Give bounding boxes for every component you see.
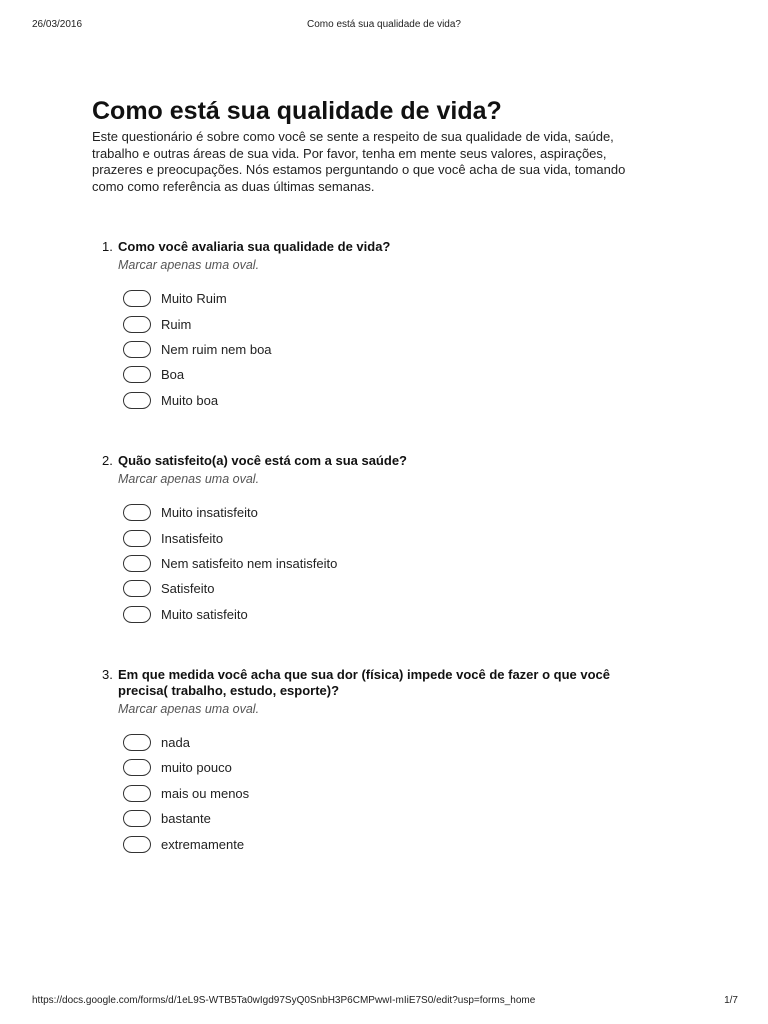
option-label: mais ou menos — [161, 785, 250, 801]
question-number: 1. — [102, 239, 113, 254]
print-url: https://docs.google.com/forms/d/1eL9S-WTB5Ta0wIgd97SyQ0SnbH3P6CMPwwI-mIiE7S0/edit?usp=forms_home — [32, 995, 536, 1006]
question-text: Como você avaliaria sua qualidade de vida? — [118, 239, 391, 254]
radio-option[interactable] — [123, 831, 652, 856]
print-page-title: Como está sua qualidade de vida? — [307, 19, 461, 30]
option-label: muito pouco — [161, 760, 232, 776]
form-body — [92, 95, 652, 857]
radio-option[interactable] — [123, 781, 652, 806]
question-number: 2. — [102, 452, 113, 468]
question-hint: Marcar apenas uma oval. — [118, 258, 260, 272]
oval-radio-icon[interactable] — [123, 341, 151, 358]
oval-radio-icon[interactable] — [123, 366, 151, 383]
oval-radio-icon[interactable] — [123, 504, 151, 521]
oval-radio-icon[interactable] — [123, 836, 151, 853]
oval-radio-icon[interactable] — [123, 316, 151, 333]
question-3 — [92, 667, 652, 857]
oval-radio-icon[interactable] — [123, 530, 151, 547]
page-number: 1/7 — [724, 995, 738, 1006]
oval-radio-icon[interactable] — [123, 606, 151, 623]
radio-option[interactable] — [123, 551, 652, 576]
option-list — [123, 500, 652, 627]
print-date: 26/03/2016 — [32, 19, 83, 30]
radio-option[interactable] — [123, 755, 652, 780]
radio-option[interactable] — [123, 576, 652, 601]
oval-radio-icon[interactable] — [123, 290, 151, 307]
question-1 — [92, 239, 652, 413]
option-label: Muito satisfeito — [161, 606, 248, 622]
option-label: Muito insatisfeito — [161, 505, 258, 521]
option-label: bastante — [161, 811, 211, 827]
question-text: Quão satisfeito(a) você está com a sua saúde? — [118, 452, 407, 468]
form-description: Este questionário é sobre como você se sente a respeito de sua qualidade de vida, saúde, trabalho e outras áreas de sua vida. Por favor, tenha em mente seus valores, aspirações, prazeres e preocupações. Nós estamos perguntando o que você acha de sua vida, tomando como como referência as duas últimas semanas. — [92, 129, 626, 194]
oval-radio-icon[interactable] — [123, 734, 151, 751]
option-label: extremamente — [161, 836, 245, 852]
oval-radio-icon[interactable] — [123, 580, 151, 597]
option-label: nada — [161, 735, 190, 751]
question-hint: Marcar apenas uma oval. — [118, 471, 260, 486]
radio-option[interactable] — [123, 806, 652, 831]
option-label: Boa — [161, 367, 185, 383]
question-hint: Marcar apenas uma oval. — [118, 701, 260, 716]
option-label: Muito Ruim — [161, 291, 227, 307]
radio-option[interactable] — [123, 311, 652, 336]
oval-radio-icon[interactable] — [123, 759, 151, 776]
radio-option[interactable] — [123, 362, 652, 387]
form-title: Como está sua qualidade de vida? — [92, 97, 502, 125]
option-label: Nem ruim nem boa — [161, 341, 272, 357]
option-label: Nem satisfeito nem insatisfeito — [161, 555, 338, 571]
question-number: 3. — [102, 666, 113, 682]
radio-option[interactable] — [123, 337, 652, 362]
radio-option[interactable] — [123, 286, 652, 311]
radio-option[interactable] — [123, 500, 652, 525]
option-label: Insatisfeito — [161, 530, 224, 546]
option-list — [123, 730, 652, 857]
oval-radio-icon[interactable] — [123, 810, 151, 827]
oval-radio-icon[interactable] — [123, 555, 151, 572]
radio-option[interactable] — [123, 525, 652, 550]
question-2 — [92, 453, 652, 627]
option-label: Muito boa — [161, 392, 219, 408]
radio-option[interactable] — [123, 730, 652, 755]
radio-option[interactable] — [123, 602, 652, 627]
option-list — [123, 286, 652, 413]
question-text: Em que medida você acha que sua dor (física) impede você de fazer o que você precisa( trabalho, estudo, esporte)? — [118, 666, 610, 698]
oval-radio-icon[interactable] — [123, 392, 151, 409]
option-label: Satisfeito — [161, 581, 215, 597]
oval-radio-icon[interactable] — [123, 785, 151, 802]
radio-option[interactable] — [123, 388, 652, 413]
option-label: Ruim — [161, 316, 192, 332]
